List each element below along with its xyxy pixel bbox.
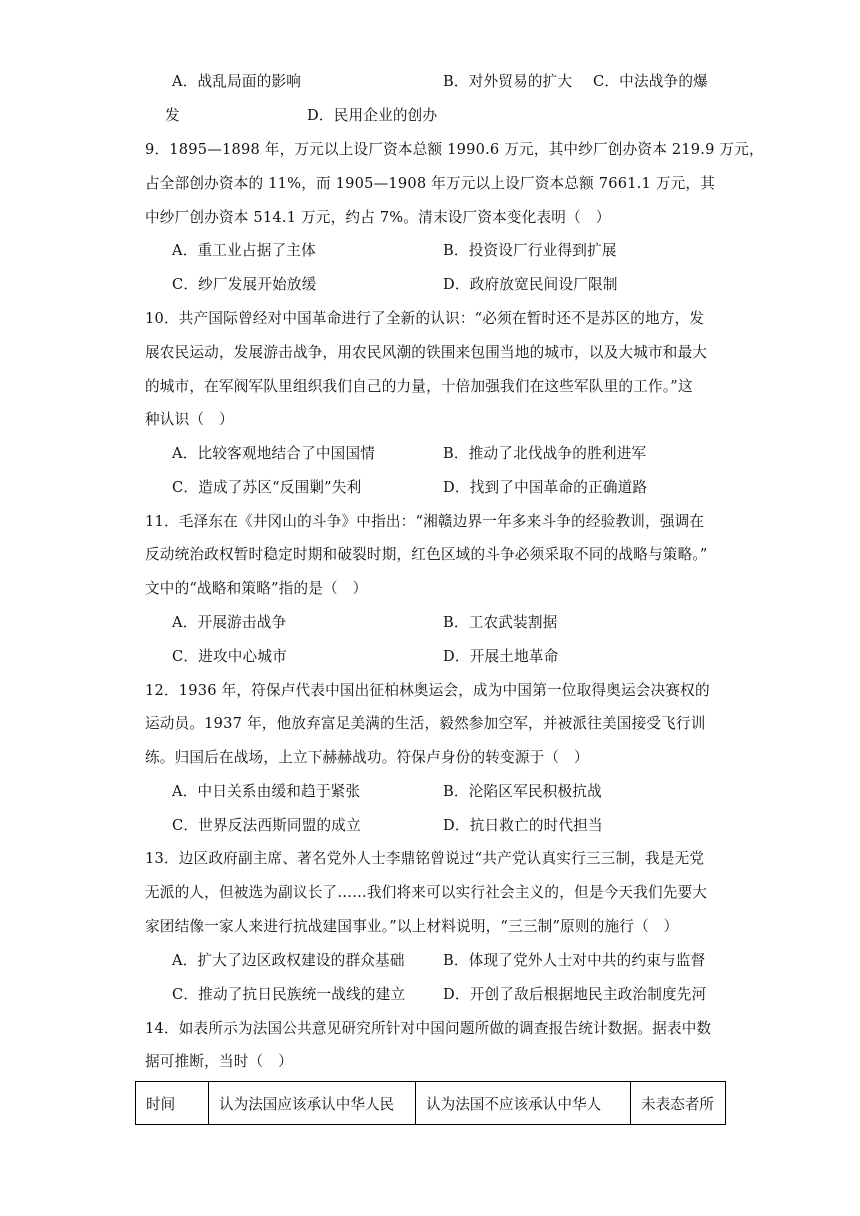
- q10-option-a: A．比较客观地结合了中国国情: [172, 445, 376, 462]
- q11-option-c: C．进攻中心城市: [172, 648, 287, 665]
- q13-option-a: A．扩大了边区政权建设的群众基础: [172, 952, 405, 969]
- q12-option-a: A．中日关系由缓和趋于紧张: [172, 783, 361, 800]
- question-stem-line: 展农民运动，发展游击战争，用农民风潮的铁围来包围当地的城市，以及大城市和最大: [145, 344, 708, 361]
- question-stem-line: 10．共产国际曾经对中国革命进行了全新的认识：“必须在暂时还不是苏区的地方，发: [145, 310, 705, 327]
- table-header-cell: 认为法国不应该承认中华人: [416, 1082, 631, 1125]
- question-stem-line: 12．1936 年，符保卢代表中国出征柏林奥运会，成为中国第一位取得奥运会决赛权的: [145, 682, 710, 699]
- q8-option-c-part1: C．中法战争的爆: [593, 73, 708, 90]
- q9-option-d: D．政府放宽民间设厂限制: [443, 276, 618, 293]
- question-stem-line: 14．如表所示为法国公共意见研究所针对中国问题所做的调查报告统计数据。据表中数: [145, 1020, 712, 1037]
- question-stem-line: 9．1895—1898 年，万元以上设厂资本总额 1990.6 万元，其中纱厂创办资本 219.9 万元，: [145, 141, 764, 158]
- q11-option-b: B．工农武装割据: [443, 614, 558, 631]
- question-stem-line: 种认识（ ）: [145, 411, 234, 428]
- q8-option-b: B．对外贸易的扩大: [443, 73, 573, 90]
- question-stem-line: 练。归国后在战场，上立下赫赫战功。符保卢身份的转变源于（ ）: [145, 749, 589, 766]
- question-stem-line: 文中的“战略和策略”指的是（ ）: [145, 580, 368, 597]
- question-stem-line: 家团结像一家人来进行抗战建国事业。”以上材料说明，“三三制”原则的施行（ ）: [145, 918, 679, 935]
- q10-option-b: B．推动了北伐战争的胜利进军: [443, 445, 647, 462]
- question-stem-line: 11．毛泽东在《井冈山的斗争》中指出：“湘赣边界一年多来斗争的经验教训，强调在: [145, 513, 705, 530]
- question-stem-line: 的城市，在军阀军队里组织我们自己的力量，十倍加强我们在这些军队里的工作。”这: [145, 378, 693, 395]
- q12-option-b: B．沦陷区军民积极抗战: [443, 783, 602, 800]
- table-header-cell: 时间: [136, 1082, 209, 1125]
- table-header-cell: 认为法国应该承认中华人民: [209, 1082, 416, 1125]
- q13-option-c: C．推动了抗日民族统一战线的建立: [172, 986, 406, 1003]
- q13-option-d: D．开创了敌后根据地民主政治制度先河: [443, 986, 707, 1003]
- question-stem-line: 无派的人，但被选为副议长了……我们将来可以实行社会主义的，但是今天我们先要大: [145, 884, 708, 901]
- q10-option-d: D．找到了中国革命的正确道路: [443, 479, 648, 496]
- q13-option-b: B．体现了党外人士对中共的约束与监督: [443, 952, 706, 969]
- question-stem-line: 运动员。1937 年，他放弃富足美满的生活，毅然参加空军，并被派往美国接受飞行训: [145, 715, 706, 732]
- q9-option-b: B．投资设厂行业得到扩展: [443, 242, 617, 259]
- q10-option-c: C．造成了苏区“反围剿”失利: [172, 479, 362, 496]
- q8-option-a: A．战乱局面的影响: [172, 73, 302, 90]
- q9-option-a: A．重工业占据了主体: [172, 242, 316, 259]
- q11-option-a: A．开展游击战争: [172, 614, 287, 631]
- q9-option-c: C．纱厂发展开始放缓: [172, 276, 317, 293]
- question-stem-line: 13．边区政府副主席、著名党外人士李鼎铭曾说过“共产党认真实行三三制，我是无党: [145, 850, 705, 867]
- table-header-cell: 未表态者所: [631, 1082, 726, 1125]
- q11-option-d: D．开展土地革命: [443, 648, 559, 665]
- question-stem-line: 据可推断，当时（ ）: [145, 1053, 293, 1070]
- question-stem-line: 中纱厂创办资本 514.1 万元，约占 7%。清末设厂资本变化表明（ ）: [145, 209, 611, 226]
- q8-option-d: D．民用企业的创办: [307, 107, 438, 124]
- question-stem-line: 占全部创办资本的 11%，而 1905—1908 年万元以上设厂资本总额 7661.1 万元，其: [145, 175, 716, 192]
- q8-option-c-part2: 发: [165, 107, 180, 124]
- q12-option-c: C．世界反法西斯同盟的成立: [172, 817, 361, 834]
- q12-option-d: D．抗日救亡的时代担当: [443, 817, 603, 834]
- survey-table: [135, 1081, 726, 1125]
- question-stem-line: 反动统治政权暂时稳定时期和破裂时期，红色区域的斗争必须采取不同的战略与策略。”: [145, 546, 708, 563]
- table-header-row: [136, 1082, 726, 1125]
